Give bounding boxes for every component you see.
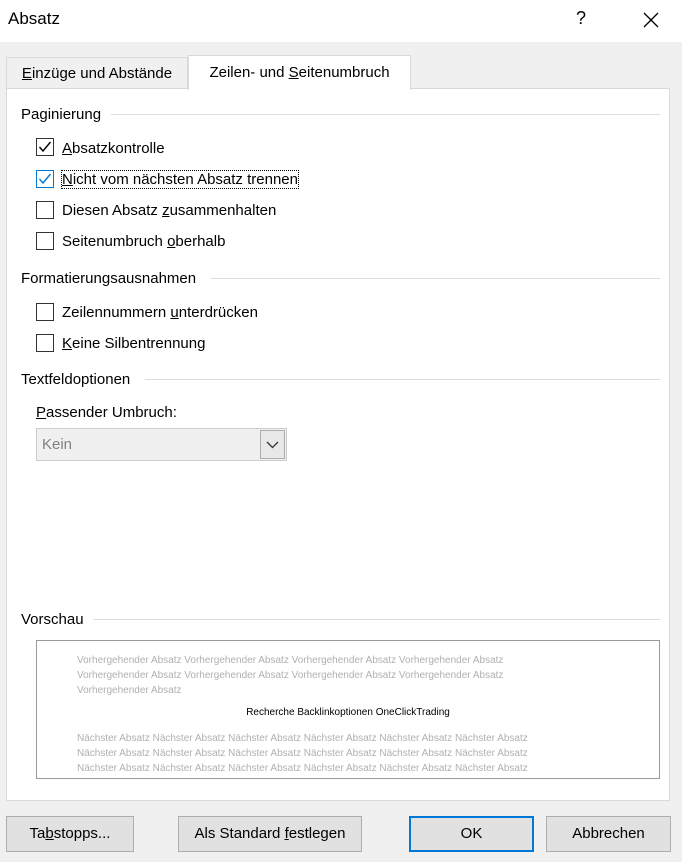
chevron-down-icon [261, 431, 284, 458]
divider [111, 114, 660, 115]
checkbox-page-break-before[interactable] [36, 232, 54, 250]
close-icon [637, 7, 665, 35]
preview-box [36, 640, 660, 779]
checkbox-keep-with-next[interactable] [36, 170, 54, 188]
tab-label: Zeilen- und Seitenumbruch [209, 64, 390, 81]
label-keep-with-next[interactable]: Nicht vom nächsten Absatz trennen [62, 171, 298, 188]
cancel-button[interactable]: Abbrechen [546, 816, 671, 852]
tight-wrap-value: Kein [42, 436, 73, 453]
label-no-hyphenation[interactable]: Keine Silbentrennung [62, 335, 206, 352]
checkbox-no-hyphenation[interactable] [36, 334, 54, 352]
label-suppress-line-numbers[interactable]: Zeilennummern unterdrücken [62, 304, 258, 321]
label-keep-lines-together[interactable]: Diesen Absatz zusammenhalten [62, 202, 277, 219]
close-button[interactable] [637, 7, 665, 35]
ok-button[interactable]: OK [409, 816, 534, 852]
preview-next-paragraph: Nächster Absatz Nächster Absatz Nächster Absatz Nächster Absatz Nächster Absatz Nächster Absatz Nächster Absatz Nächster Absatz Nächster Absatz Nächster Absatz Nächster Absatz Nächster Absatz Nächster Absatz Nächster Absatz Nächster Absatz Nächster Absatz Nächster Absatz Nächster Absatz [77, 733, 528, 774]
divider [145, 379, 660, 380]
checkbox-suppress-line-numbers[interactable] [36, 303, 54, 321]
tab-label: Einzüge und Abstände [21, 65, 173, 82]
section-heading-preview: Vorschau [21, 611, 84, 628]
dropdown-button[interactable] [260, 430, 285, 459]
preview-previous-paragraph: Vorhergehender Absatz Vorhergehender Absatz Vorhergehender Absatz Vorhergehender Absatz Vorhergehender Absatz Vorhergehender Absatz Vorhergehender Absatz Vorhergehender Absatz Vorhergehender Absatz [77, 655, 504, 696]
label-widow-control[interactable]: Absatzkontrolle [62, 140, 165, 157]
checkmark-icon [38, 172, 52, 186]
tab-indents-spacing[interactable] [6, 57, 188, 88]
tight-wrap-label: Passender Umbruch: [36, 404, 177, 421]
divider [211, 278, 660, 279]
preview-current-paragraph: Recherche Backlinkoptionen OneClickTrading [246, 707, 450, 718]
checkmark-icon [38, 140, 52, 154]
section-heading-formatting-exceptions: Formatierungsausnahmen [21, 270, 197, 287]
help-button[interactable]: ? [575, 8, 586, 28]
set-as-default-button[interactable]: Als Standard festlegen [178, 816, 362, 852]
checkbox-keep-lines-together[interactable] [36, 201, 54, 219]
section-heading-textbox-options: Textfeldoptionen [21, 371, 131, 388]
section-heading-pagination: Paginierung [21, 106, 102, 123]
tight-wrap-select[interactable] [36, 428, 287, 461]
tab-line-page-breaks[interactable] [188, 55, 411, 90]
divider [94, 619, 660, 620]
checkbox-widow-control[interactable] [36, 138, 54, 156]
title-bar [0, 0, 682, 42]
label-page-break-before[interactable]: Seitenumbruch oberhalb [62, 233, 226, 250]
tabs-button[interactable]: Tabstopps... [6, 816, 134, 852]
dialog-title: Absatz [8, 9, 60, 28]
